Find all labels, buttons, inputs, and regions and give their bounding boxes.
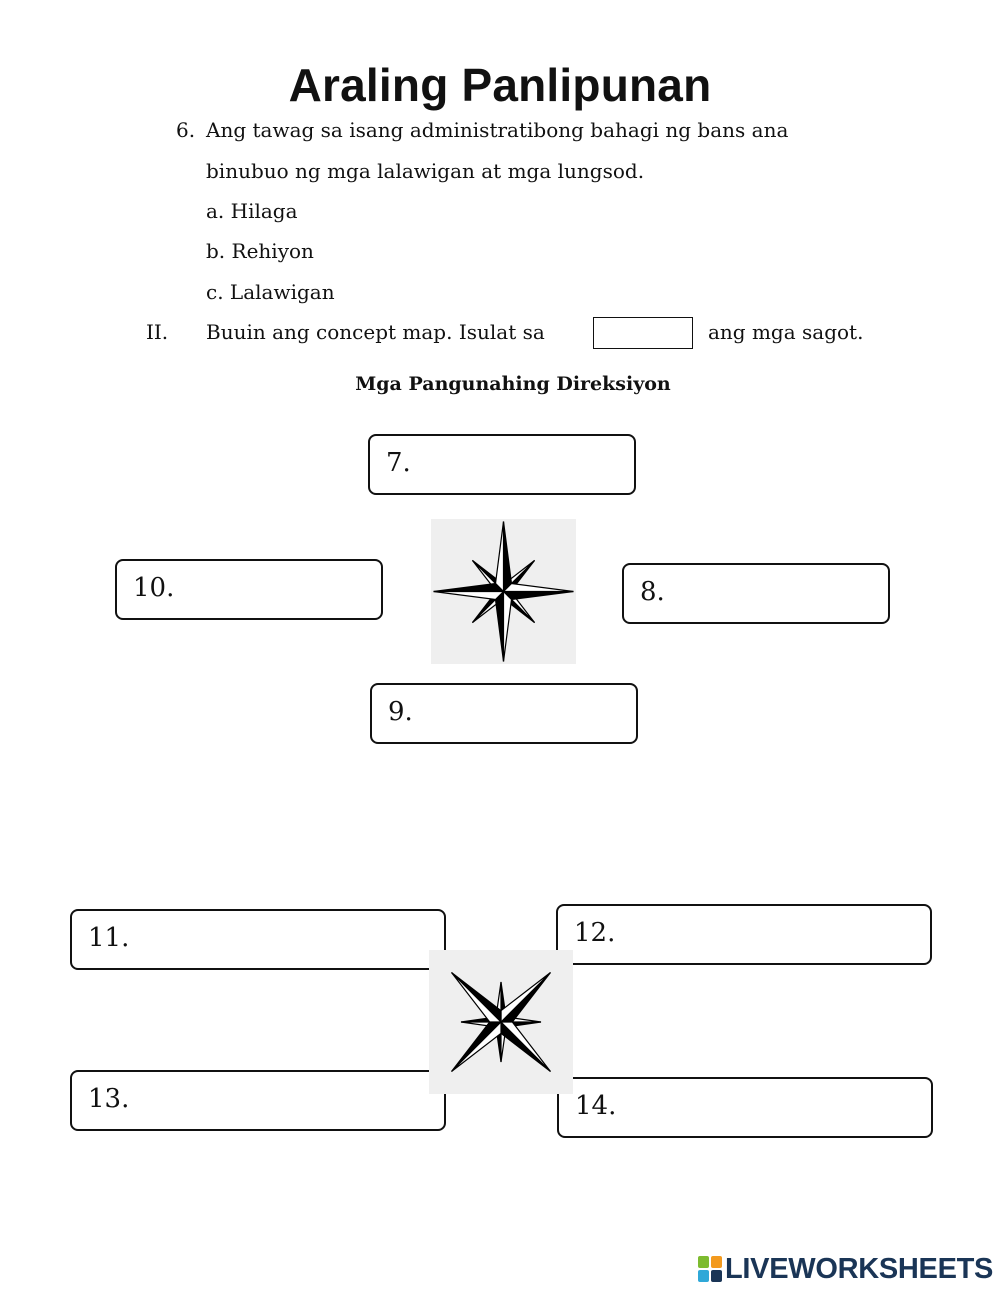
liveworksheets-logo[interactable] xyxy=(698,1254,993,1284)
page-title: Araling Panlipunan xyxy=(288,59,712,111)
answer-box-9[interactable] xyxy=(370,683,638,744)
answer-number: 13. xyxy=(88,1084,130,1114)
answer-box-7[interactable] xyxy=(368,434,636,495)
answer-number: 10. xyxy=(133,573,175,603)
option-a[interactable] xyxy=(206,199,298,223)
compass-rose-main-icon xyxy=(431,519,576,664)
option-b[interactable] xyxy=(206,239,314,263)
option-letter: c. xyxy=(206,280,224,304)
compass-rose-intermediate-icon xyxy=(429,950,573,1094)
answer-box-12[interactable] xyxy=(556,904,932,965)
logo-text: LIVEWORKSHEETS xyxy=(725,1252,994,1285)
logo-grid-icon xyxy=(698,1256,722,1282)
question-text-line2: binubuo ng mga lalawigan at mga lungsod. xyxy=(206,159,645,183)
answer-box-14[interactable] xyxy=(557,1077,933,1138)
option-c[interactable] xyxy=(206,280,335,304)
answer-number: 8. xyxy=(640,577,665,607)
question-number: 6. xyxy=(176,118,196,142)
answer-box-10[interactable] xyxy=(115,559,383,620)
answer-number: 12. xyxy=(574,918,616,948)
answer-box-8[interactable] xyxy=(622,563,890,624)
answer-number: 9. xyxy=(388,697,413,727)
option-text: Hilaga xyxy=(230,199,298,223)
answer-number: 7. xyxy=(386,448,411,478)
answer-number: 11. xyxy=(88,923,130,953)
inline-answer-box-sample xyxy=(593,317,693,349)
question-text-line1: Ang tawag sa isang administratibong bahagi ng bans ana xyxy=(206,118,789,142)
option-letter: b. xyxy=(206,239,226,263)
section-instruction-start: Buuin ang concept map. Isulat sa xyxy=(206,320,545,344)
answer-box-11[interactable] xyxy=(70,909,446,970)
section-numeral: II. xyxy=(146,320,169,344)
option-text: Rehiyon xyxy=(231,239,314,263)
concept-map-title: Mga Pangunahing Direksiyon xyxy=(355,373,671,395)
option-text: Lalawigan xyxy=(229,280,335,304)
option-letter: a. xyxy=(206,199,225,223)
answer-number: 14. xyxy=(575,1091,617,1121)
section-instruction-end: ang mga sagot. xyxy=(708,320,864,344)
answer-box-13[interactable] xyxy=(70,1070,446,1131)
